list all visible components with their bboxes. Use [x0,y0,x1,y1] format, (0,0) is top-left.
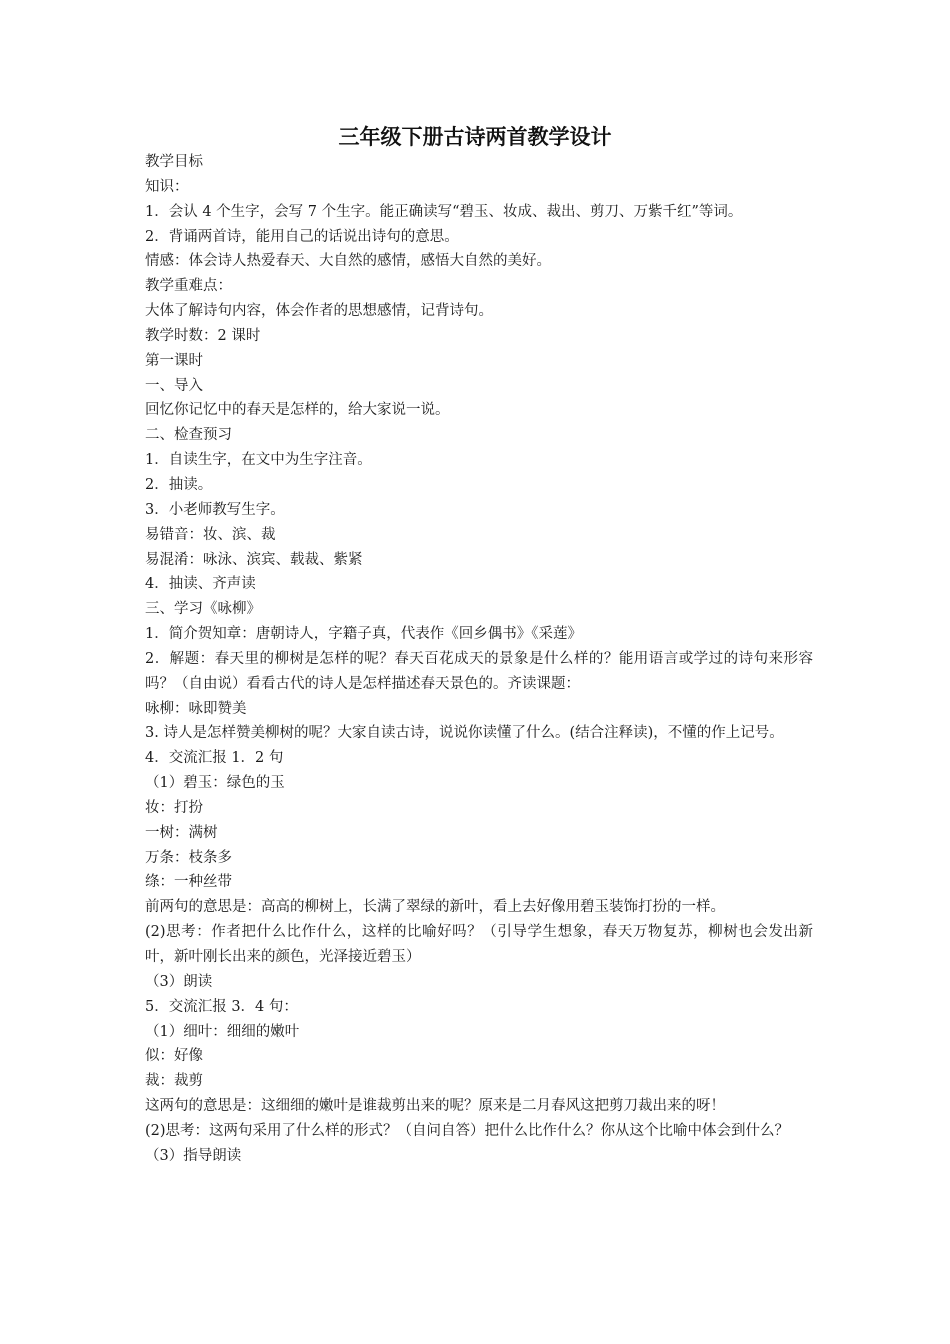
paragraph-line: 教学时数：2 课时 [145,327,261,344]
paragraph-line: 2．背诵两首诗，能用自己的话说出诗句的意思。 [145,228,459,245]
paragraph-line: 万条：枝条多 [145,849,232,866]
paragraph-line: 咏柳：咏即赞美 [145,700,247,717]
paragraph-line: (2)思考：作者把什么比作什么，这样的比喻好吗？（引导学生想象，春天万物复苏，柳树也会发出新叶，新叶刚长出来的颜色，光泽接近碧玉） [145,924,813,965]
paragraph-line: 4．抽读、齐声读 [145,576,256,593]
paragraph-line: 大体了解诗句内容，体会作者的思想感情，记背诗句。 [145,303,493,320]
paragraph-line: 1．简介贺知章：唐朝诗人，字籍子真，代表作《回乡偶书》《采莲》 [145,626,582,643]
paragraph-line: 一树：满树 [145,824,218,841]
paragraph-line: 裁：裁剪 [145,1073,203,1090]
section-heading: 教学重难点： [145,278,232,295]
paragraph-line: 绦：一种丝带 [145,874,232,891]
paragraph-line: 易错音：妆、滨、裁 [145,526,276,543]
paragraph-line: 4．交流汇报 1．2 句 [145,750,284,767]
paragraph-line: 回忆你记忆中的春天是怎样的，给大家说一说。 [145,402,450,419]
paragraph-line: 似：好像 [145,1048,203,1065]
paragraph-line: （3）指导朗读 [145,1147,242,1164]
paragraph-line: （3）朗读 [145,973,213,990]
paragraph-line: （1）细叶：细细的嫩叶 [145,1023,300,1040]
document-body [145,150,813,1169]
paragraph-line: (2)思考：这两句采用了什么样的形式？（自问自答）把什么比作什么？你从这个比喻中体会到什么？ [145,1122,790,1139]
paragraph-line: 知识： [145,178,189,195]
paragraph-line: 5．交流汇报 3．4 句： [145,998,298,1015]
section-heading: 一、导入 [145,377,203,394]
section-heading: 教学目标 [145,154,203,170]
paragraph-line: 2．解题：春天里的柳树是怎样的呢？春天百花成天的景象是什么样的？能用语言或学过的诗句来形容吗？（自由说）看看古代的诗人是怎样描述春天景色的。齐读课题： [145,650,813,692]
section-heading: 第一课时 [145,352,203,369]
paragraph-line: 3. 诗人是怎样赞美柳树的呢？大家自读古诗，说说你读懂了什么。(结合注释读)，不懂的作上记号。 [145,725,784,742]
paragraph-line: 这两句的意思是：这细细的嫩叶是谁裁剪出来的呢？原来是二月春风这把剪刀裁出来的呀！ [145,1098,725,1115]
paragraph-line: 妆：打扮 [145,799,203,816]
paragraph-line: 1．自读生字，在文中为生字注音。 [145,452,372,469]
paragraph-line: （1）碧玉：绿色的玉 [145,775,285,792]
section-heading: 三、学习《咏柳》 [145,601,261,618]
paragraph-line: 1．会认 4 个生字，会写 7 个生字。能正确读写“碧玉、妆成、裁出、剪刀、万紫千红”等词。 [145,203,743,220]
document-title: 三年级下册古诗两首教学设计 [338,124,612,149]
paragraph-line: 易混淆：咏泳、滨宾、载裁、紫紧 [145,551,363,568]
paragraph-line: 2．抽读。 [145,476,213,493]
paragraph-line: 3．小老师教写生字。 [145,501,285,518]
paragraph-line: 情感：体会诗人热爱春天、大自然的感情，感悟大自然的美好。 [145,253,551,270]
paragraph-line: 前两句的意思是：高高的柳树上，长满了翠绿的新叶，看上去好像用碧玉装饰打扮的一样。 [145,899,725,916]
section-heading: 二、检查预习 [145,427,232,444]
